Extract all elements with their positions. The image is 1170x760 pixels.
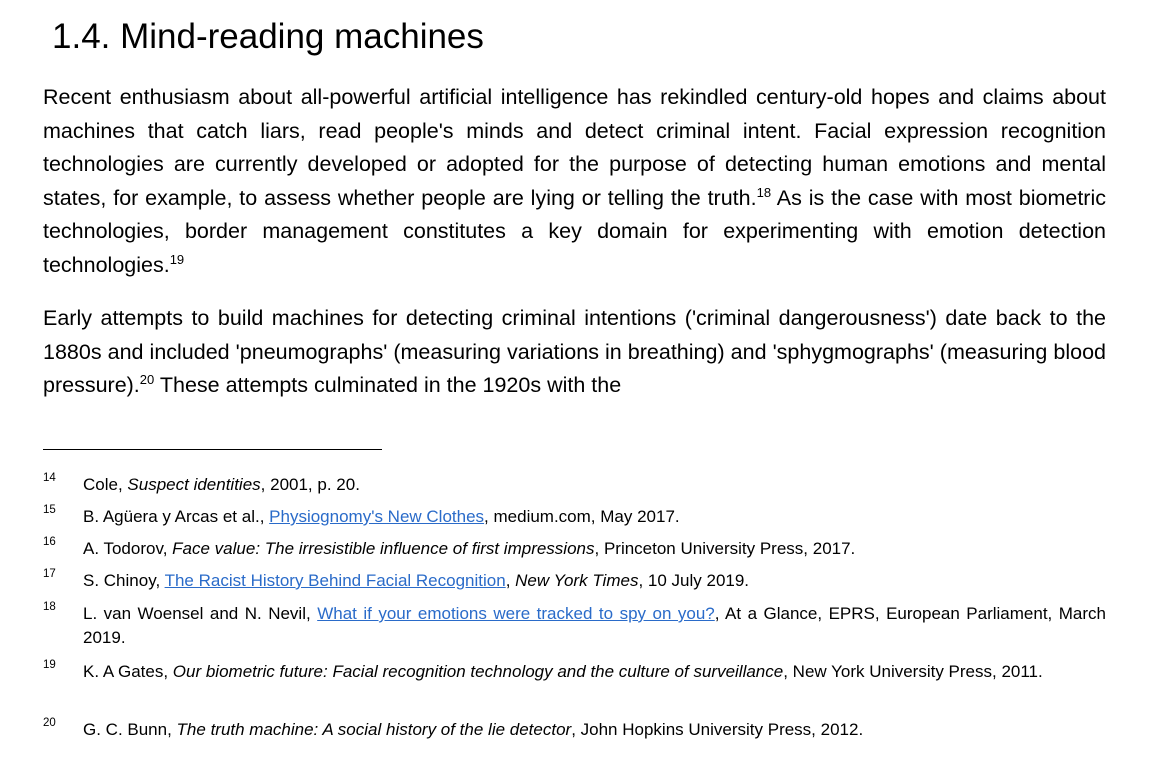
footnote-author: B. Agüera y Arcas et al., <box>83 507 270 526</box>
footnote-number: 14 <box>43 472 56 484</box>
footnote-19 <box>43 660 1106 684</box>
paragraph-text: These attempts culminated in the 1920s with the <box>154 373 622 398</box>
footnote-17 <box>43 569 1106 593</box>
footnote-link[interactable]: The Racist History Behind Facial Recognition <box>164 571 506 590</box>
footnote-title: Our biometric future: Facial recognition technology and the culture of surveillance <box>172 662 784 681</box>
footnote-number: 15 <box>43 504 56 516</box>
footnote-text <box>83 602 1106 649</box>
body-paragraph-2 <box>43 302 1106 403</box>
body-paragraph-1 <box>43 81 1106 283</box>
footnote-text <box>83 505 1106 529</box>
footnote-title: Face value: The irresistible influence of first impressions <box>172 539 595 558</box>
paragraph-text: As is the case with most biometric technologies, border management constitutes a key domain for experimenting with emotion detection technologies. <box>43 185 1106 277</box>
footnote-author: Cole, <box>83 475 128 494</box>
footnote-number: 20 <box>43 717 56 729</box>
footnote-author: A. Todorov, <box>83 539 173 558</box>
footnote-author: S. Chinoy, <box>83 571 165 590</box>
footnote-number: 17 <box>43 568 56 580</box>
footnote-author: G. C. Bunn, <box>83 720 177 739</box>
footnote-text <box>83 473 1106 497</box>
footnote-details: , Princeton University Press, 2017. <box>594 539 856 558</box>
footnote-16 <box>43 537 1106 561</box>
footnote-reference[interactable]: 20 <box>139 372 155 388</box>
footnote-14 <box>43 473 1106 497</box>
footnote-number: 16 <box>43 536 56 548</box>
footnote-details: , John Hopkins University Press, 2012. <box>571 720 864 739</box>
section-title: 1.4. Mind-reading machines <box>52 17 484 56</box>
footnote-text <box>83 718 1106 742</box>
footnote-number: 19 <box>43 659 56 671</box>
footnote-publication: New York Times <box>515 571 639 590</box>
paragraph-text: Early attempts to build machines for detecting criminal intentions ('criminal dangerousness') date back to the 1880s and included 'pneumographs' (measuring variations in breathing) and 'sphygmographs' (measuring blood pressure). <box>43 306 1106 398</box>
footnote-reference[interactable]: 19 <box>169 251 185 267</box>
footnote-details: , 10 July 2019. <box>638 571 750 590</box>
footnote-details: , medium.com, May 2017. <box>484 507 680 526</box>
footnote-15 <box>43 505 1106 529</box>
footnote-text <box>83 569 1106 593</box>
footnote-text <box>83 660 1106 684</box>
footnote-reference[interactable]: 18 <box>756 184 772 200</box>
footnote-details: , 2001, p. 20. <box>260 475 360 494</box>
footnote-author: K. A Gates, <box>83 662 173 681</box>
footnote-author: L. van Woensel and N. Nevil, <box>83 604 318 623</box>
footnote-text <box>83 537 1106 561</box>
footnote-separator-text: , <box>505 571 516 590</box>
paragraph-text: Recent enthusiasm about all-powerful artificial intelligence has rekindled century-old hopes and claims about machines that catch liars, read people's minds and detect criminal intent. Facial expression recognition technologies are currently developed or adopted for the purpose of detecting human emotions and mental states, for example, to assess whether people are lying or telling the truth. <box>43 85 1106 210</box>
footnote-title: The truth machine: A social history of the lie detector <box>176 720 572 739</box>
footnote-details: , New York University Press, 2011. <box>783 662 1043 681</box>
footnote-link[interactable]: Physiognomy's New Clothes <box>269 507 485 526</box>
footnote-details: , At a Glance, EPRS, European Parliament, March 2019. <box>83 604 1106 647</box>
footnote-separator <box>43 449 382 450</box>
footnote-18 <box>43 602 1106 649</box>
footnote-20 <box>43 718 1106 742</box>
footnote-number: 18 <box>43 601 56 613</box>
footnote-link[interactable]: What if your emotions were tracked to spy on you? <box>317 604 715 623</box>
footnote-title: Suspect identities <box>127 475 261 494</box>
